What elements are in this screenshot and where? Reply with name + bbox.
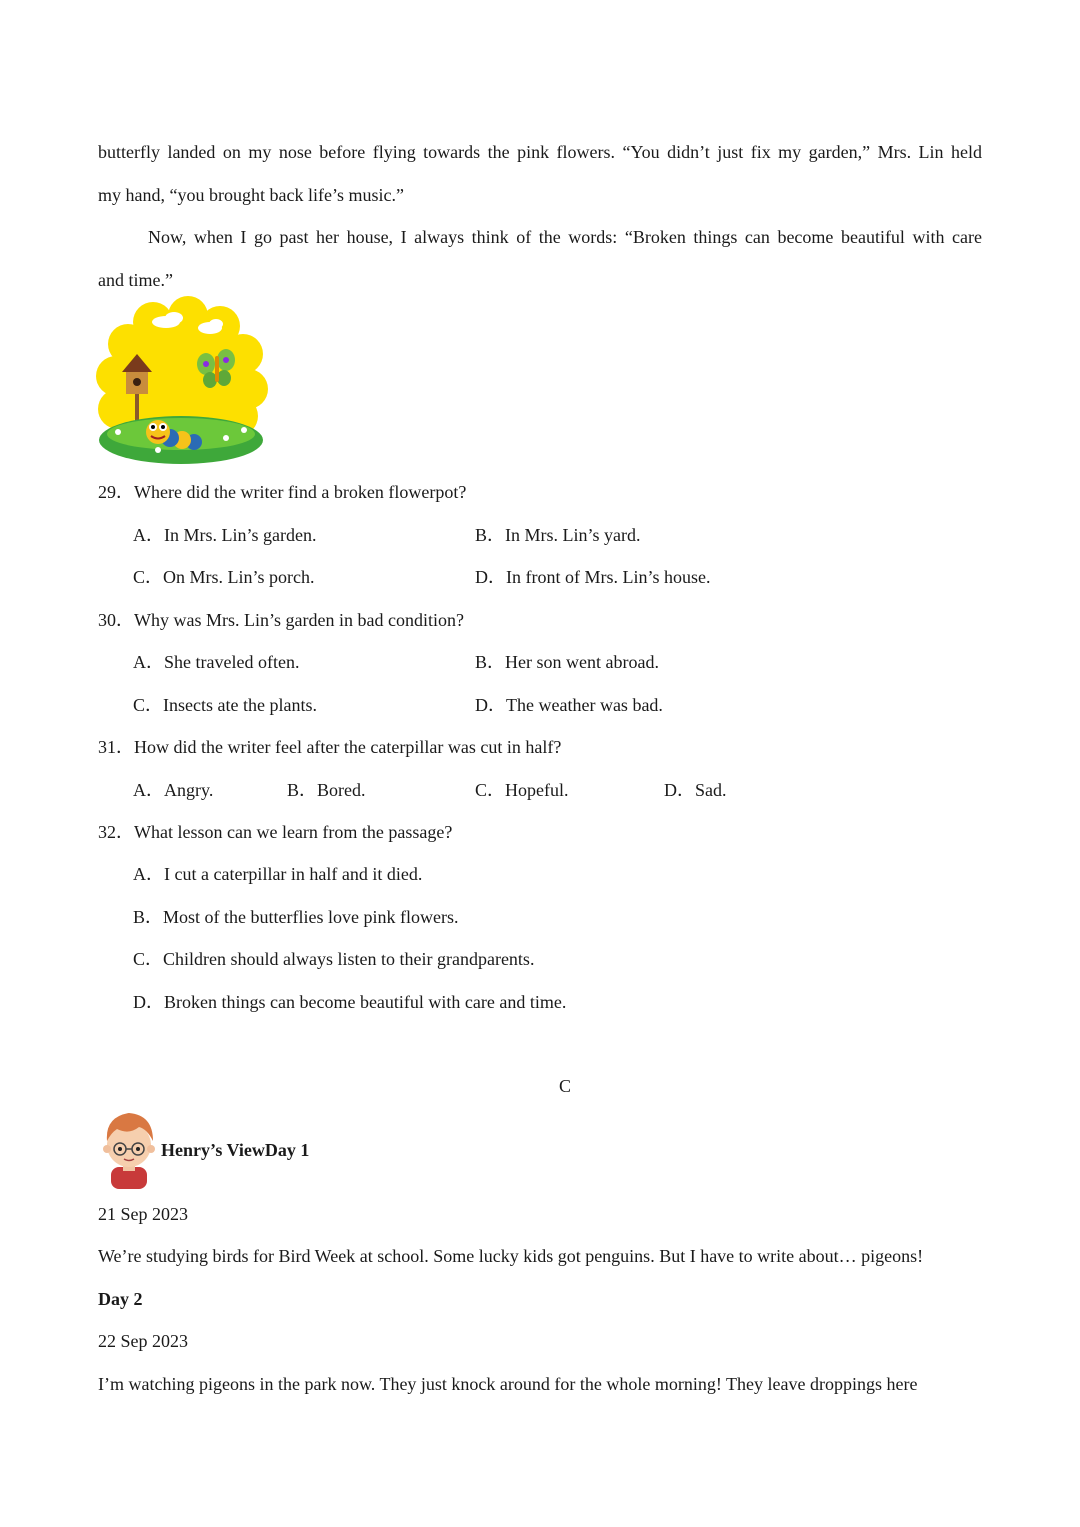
option-letter: B． [475, 652, 506, 672]
option-text: She traveled often. [164, 652, 300, 672]
option-text: I cut a caterpillar in half and it died. [164, 864, 423, 884]
option-text: Children should always listen to their grandparents. [163, 949, 535, 969]
option-letter: C． [133, 949, 164, 969]
option-text: On Mrs. Lin’s porch. [163, 567, 315, 587]
diary-day-heading: Day 2 [98, 1289, 143, 1309]
option-c[interactable] [133, 694, 317, 716]
option-text: Broken things can become beautiful with care and time. [164, 992, 567, 1012]
diary-entry: I’m watching pigeons in the park now. They just knock around for the whole morning! They leave droppings here [98, 1374, 918, 1394]
option-letter: D． [664, 780, 695, 800]
diary-header: Henry’s ViewDay 1 [161, 1140, 310, 1160]
option-a[interactable] [133, 651, 299, 673]
passage-line: Now, when I go past her house, I always think of the words: “Broken things can become beautiful with care [148, 227, 982, 247]
boy-avatar [99, 1107, 159, 1189]
option-letter: D． [475, 567, 506, 587]
option-letter: C． [133, 567, 164, 587]
option-d[interactable] [475, 566, 710, 588]
option-text: Her son went abroad. [505, 652, 659, 672]
option-d[interactable] [475, 694, 663, 716]
option-c[interactable] [133, 566, 315, 588]
option-b[interactable] [475, 524, 641, 546]
option-letter: D． [133, 992, 164, 1012]
diary-date: 21 Sep 2023 [98, 1204, 188, 1224]
section-label: C [558, 1076, 571, 1096]
option-b[interactable] [475, 651, 659, 673]
option-text: The weather was bad. [506, 695, 663, 715]
option-text: Hopeful. [505, 780, 569, 800]
option-d[interactable] [133, 991, 566, 1013]
diary-date: 22 Sep 2023 [98, 1331, 188, 1351]
question-number: 31． [98, 737, 134, 757]
passage-line: and time.” [98, 270, 173, 290]
garden-illustration [98, 304, 264, 466]
option-c[interactable] [475, 779, 569, 801]
option-text: Most of the butterflies love pink flowers. [163, 907, 459, 927]
option-text: Bored. [317, 780, 366, 800]
option-letter: D． [475, 695, 506, 715]
option-d[interactable] [664, 779, 727, 801]
option-b[interactable] [133, 906, 458, 928]
option-b[interactable] [287, 779, 366, 801]
option-text: Sad. [695, 780, 727, 800]
option-a[interactable] [133, 863, 422, 885]
option-letter: B． [287, 780, 318, 800]
question-text: Where did the writer find a broken flowerpot? [134, 482, 467, 502]
option-letter: A． [133, 652, 164, 672]
option-letter: C． [475, 780, 506, 800]
option-text: In Mrs. Lin’s yard. [505, 525, 641, 545]
option-a[interactable] [133, 779, 213, 801]
option-c[interactable] [133, 948, 534, 970]
option-text: In front of Mrs. Lin’s house. [506, 567, 711, 587]
option-letter: C． [133, 695, 164, 715]
diary-entry: We’re studying birds for Bird Week at school. Some lucky kids got penguins. But I have to write about… pigeons! [98, 1246, 924, 1266]
question-number: 30． [98, 610, 134, 630]
question-number: 29． [98, 482, 134, 502]
passage-line: my hand, “you brought back life’s music.” [98, 185, 404, 205]
option-letter: A． [133, 864, 164, 884]
question-text: Why was Mrs. Lin’s garden in bad condition? [134, 610, 464, 630]
option-letter: B． [133, 907, 164, 927]
question-number: 32． [98, 822, 134, 842]
question-text: What lesson can we learn from the passage? [134, 822, 453, 842]
question-text: How did the writer feel after the caterpillar was cut in half? [134, 737, 562, 757]
option-text: In Mrs. Lin’s garden. [164, 525, 317, 545]
option-letter: A． [133, 525, 164, 545]
option-letter: B． [475, 525, 506, 545]
passage-line: butterfly landed on my nose before flying towards the pink flowers. “You didn’t just fix my garden,” Mrs. Lin held [98, 142, 982, 162]
option-text: Insects ate the plants. [163, 695, 317, 715]
option-letter: A． [133, 780, 164, 800]
option-text: Angry. [164, 780, 214, 800]
option-a[interactable] [133, 524, 316, 546]
